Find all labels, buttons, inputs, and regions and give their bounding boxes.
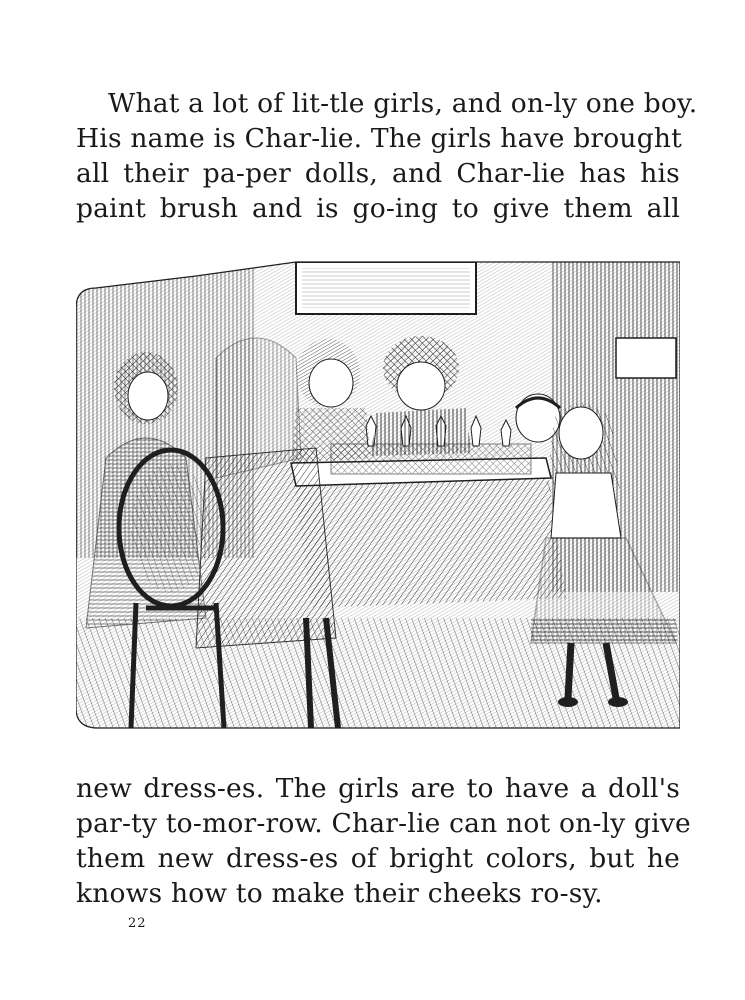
page-number: 22	[128, 916, 147, 931]
engraving-illustration	[76, 258, 680, 734]
paragraph-bottom	[76, 771, 691, 911]
text-line: What a lot of lit-tle girls, and on-ly one boy.	[108, 88, 698, 119]
text-line: them new dress-es of bright colors, but he	[76, 843, 680, 874]
text-line: knows how to make their cheeks ro-sy.	[76, 878, 603, 909]
engraving-scene	[76, 258, 680, 734]
text-line: par-ty to-mor-row. Char-lie can not on-ly give	[76, 808, 691, 839]
window-pane	[302, 268, 470, 308]
text-line: paint brush and is go-ing to give them all	[76, 193, 680, 224]
chair-back-fill	[131, 464, 211, 592]
text-line: His name is Char-lie. The girls have brought	[76, 123, 682, 154]
paragraph-top	[76, 86, 698, 226]
wall-shelf	[616, 338, 676, 378]
text-line: all their pa-per dolls, and Char-lie has his	[76, 158, 680, 189]
text-line: new dress-es. The girls are to have a doll's	[76, 773, 680, 804]
